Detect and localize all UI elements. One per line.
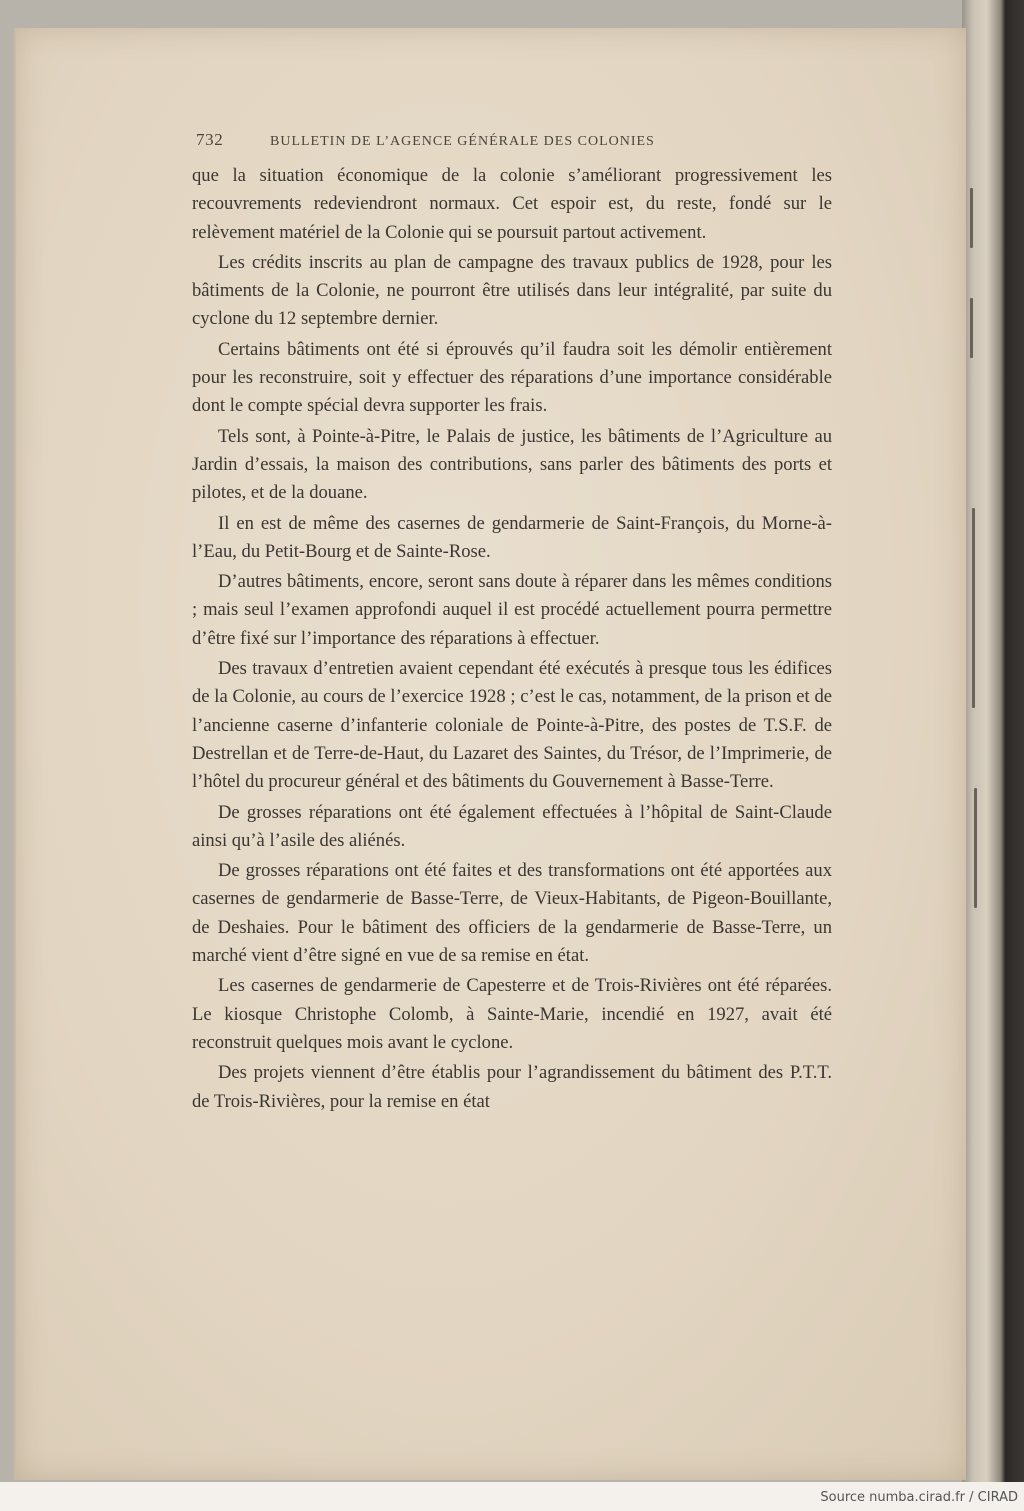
paragraph: Les crédits inscrits au plan de campagne des travaux publics de 1928, pour les bâtiments de la Colonie, ne pourront être utilisés dans leur intégralité, par suite du cyclone du 12 septembre dernier. bbox=[192, 251, 832, 330]
running-head: BULLETIN DE L’AGENCE GÉNÉRALE DES COLONIES bbox=[270, 134, 655, 149]
margin-mark bbox=[972, 508, 975, 708]
paragraph: Des travaux d’entretien avaient cependant été exécutés à presque tous les édifices de la Colonie, au cours de l’exercice 1928 ; c’est le cas, notamment, de la prison et de l’ancienne caserne d’infanterie coloniale de Pointe-à-Pitre, des postes de T.S.F. de Destrellan et de Terre-de-Haut, du Lazaret des Saintes, du Trésor, de l’Imprimerie, de l’hôtel du procureur général et des bâtiments du Gouvernement à Basse-Terre. bbox=[192, 658, 832, 793]
margin-mark bbox=[970, 298, 973, 358]
page-number: 732 bbox=[196, 130, 224, 149]
margin-mark bbox=[974, 788, 977, 908]
page-content bbox=[192, 130, 832, 1118]
paragraph: Des projets viennent d’être établis pour l’agrandissement du bâtiment des P.T.T. de Trois-Rivières, pour la remise en état bbox=[192, 1062, 832, 1112]
source-credit: Source numba.cirad.fr / CIRAD bbox=[820, 1490, 1018, 1505]
margin-mark bbox=[970, 188, 973, 248]
body-text bbox=[192, 162, 832, 1116]
book-page bbox=[14, 28, 966, 1480]
paragraph: que la situation économique de la colonie s’améliorant progressivement les recouvrements redeviendront normaux. Cet espoir est, du reste, fondé sur le relèvement matériel de la Colonie qui se poursuit partout activement. bbox=[192, 165, 832, 243]
paragraph: De grosses réparations ont été faites et des transformations ont été apportées aux casernes de gendarmerie de Basse-Terre, de Vieux-Habitants, de Pigeon-Bouillante, de Deshaies. Pour le bâtiment des officiers de la gendarmerie de Basse-Terre, un marché vient d’être signé en vue de sa remise en état. bbox=[192, 860, 832, 967]
paragraph: Tels sont, à Pointe-à-Pitre, le Palais de justice, les bâtiments de l’Agriculture au Jardin d’essais, la maison des contributions, sans parler des bâtiments des ports et pilotes, et de la douane. bbox=[192, 425, 832, 504]
paragraph: D’autres bâtiments, encore, seront sans doute à réparer dans les mêmes conditions ; mais seul l’examen approfondi auquel il est procédé actuellement pourra permettre d’être fixé sur l’importance des réparations à effectuer. bbox=[192, 571, 832, 649]
paragraph: Les casernes de gendarmerie de Capesterre et de Trois-Rivières ont été réparées. Le kiosque Christophe Colomb, à Sainte-Marie, incendié en 1927, avait été reconstruit quelques mois avant le cyclone. bbox=[192, 975, 832, 1053]
footer-bar bbox=[0, 1482, 1024, 1511]
paragraph: Certains bâtiments ont été si éprouvés qu’il faudra soit les démolir entièrement pour les reconstruire, soit y effectuer des réparations d’une importance considérable dont le compte spécial devra supporter les frais. bbox=[192, 338, 832, 417]
paragraph: De grosses réparations ont été également effectuées à l’hôpital de Saint-Claude ainsi qu’à l’asile des aliénés. bbox=[192, 801, 832, 851]
page-header bbox=[192, 130, 832, 150]
paragraph: Il en est de même des casernes de gendarmerie de Saint-François, du Morne-à-l’Eau, du Petit-Bourg et de Sainte-Rose. bbox=[192, 512, 832, 562]
